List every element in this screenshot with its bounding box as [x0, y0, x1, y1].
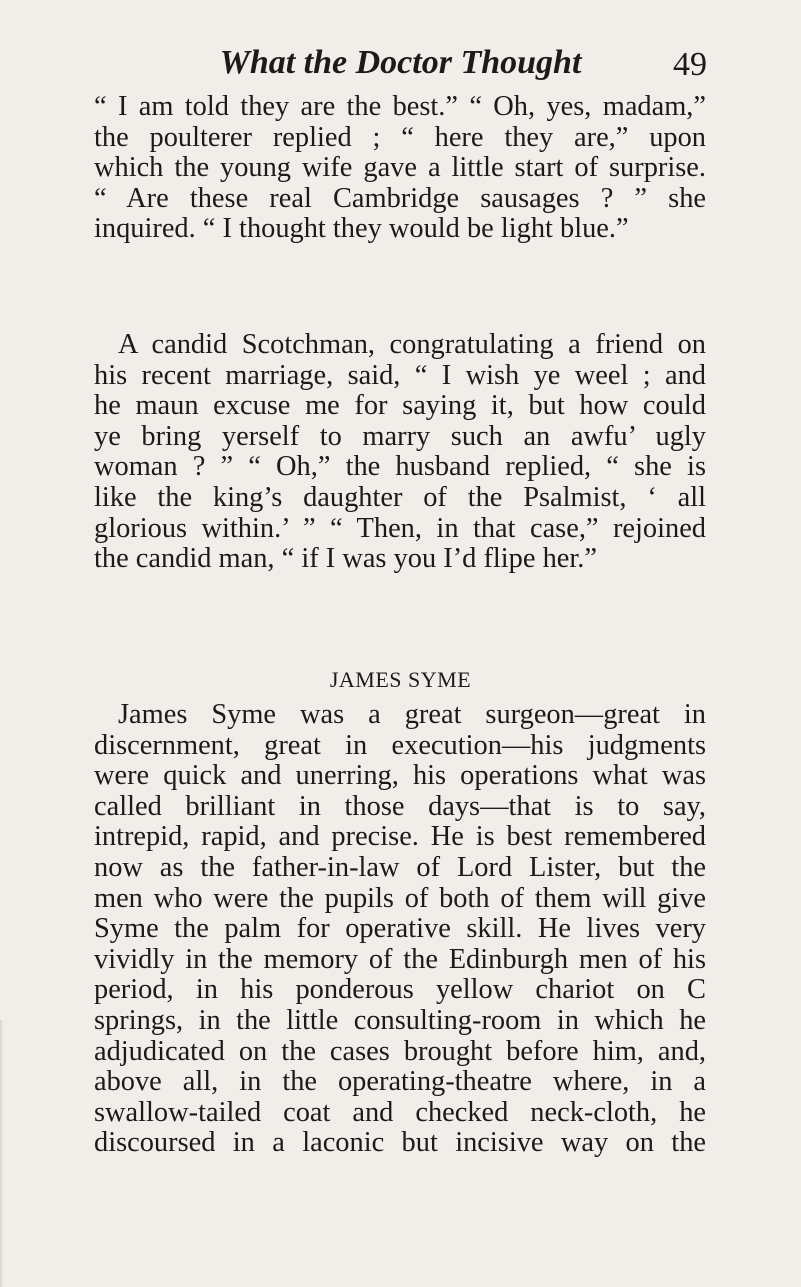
text-line: above all, in the operating-theatre where, in a	[94, 1066, 706, 1098]
text-line: James Syme was a great surgeon—great in	[118, 699, 706, 730]
page-header	[0, 40, 801, 90]
text-line: he maun excuse me for saying it, but how could	[94, 390, 706, 422]
text-line: men who were the pupils of both of them will give	[94, 882, 706, 914]
section-heading: JAMES SYME	[329, 667, 472, 692]
text-line: glorious within.’ ” “ Then, in that case,” rejoined	[94, 512, 706, 544]
text-line: his recent marriage, said, “ I wish ye weel ; and	[94, 359, 706, 391]
text-line: “ I am told they are the best.” “ Oh, yes, madam,”	[94, 91, 706, 122]
paragraph-scotchman	[94, 330, 706, 575]
running-title: What the Doctor Thought	[219, 44, 582, 81]
text-line: were quick and unerring, his operations what was	[94, 760, 706, 792]
text-line: like the king’s daughter of the Psalmist, ‘ all	[94, 481, 706, 513]
text-line: called brilliant in those days—that is to say,	[94, 790, 706, 822]
text-line: discernment, great in execution—his judgments	[94, 729, 706, 761]
paragraph-james-syme	[94, 700, 706, 1159]
text-line: discoursed in a laconic but incisive way on the	[94, 1127, 706, 1159]
text-line: intrepid, rapid, and precise. He is best remembered	[94, 821, 706, 853]
text-line: which the young wife gave a little start of surprise.	[94, 152, 706, 184]
text-line: A candid Scotchman, congratulating a friend on	[118, 329, 706, 360]
text-line: period, in his ponderous yellow chariot on C	[94, 974, 706, 1006]
text-line: swallow-tailed coat and checked neck-cloth, he	[94, 1096, 706, 1128]
page-edge-shadow	[0, 1020, 3, 1287]
text-line: the poulterer replied ; “ here they are,” upon	[94, 121, 706, 153]
text-line: Syme the palm for operative skill. He lives very	[94, 913, 706, 945]
text-line: the candid man, “ if I was you I’d flipe her.”	[94, 543, 597, 575]
text-line: springs, in the little consulting-room in which he	[94, 1004, 706, 1036]
text-line: now as the father-in-law of Lord Lister, but the	[94, 851, 706, 883]
text-line: ye bring yerself to marry such an awfu’ ugly	[94, 420, 706, 452]
text-line: woman ? ” “ Oh,” the husband replied, “ she is	[94, 451, 706, 483]
text-line: “ Are these real Cambridge sausages ? ” she	[94, 182, 706, 214]
paragraph-sausages	[94, 92, 706, 245]
text-line: adjudicated on the cases brought before him, and,	[94, 1035, 706, 1067]
text-line: inquired. “ I thought they would be light blue.”	[94, 213, 629, 245]
page-number: 49	[673, 46, 707, 83]
text-line: vividly in the memory of the Edinburgh men of his	[94, 943, 706, 975]
